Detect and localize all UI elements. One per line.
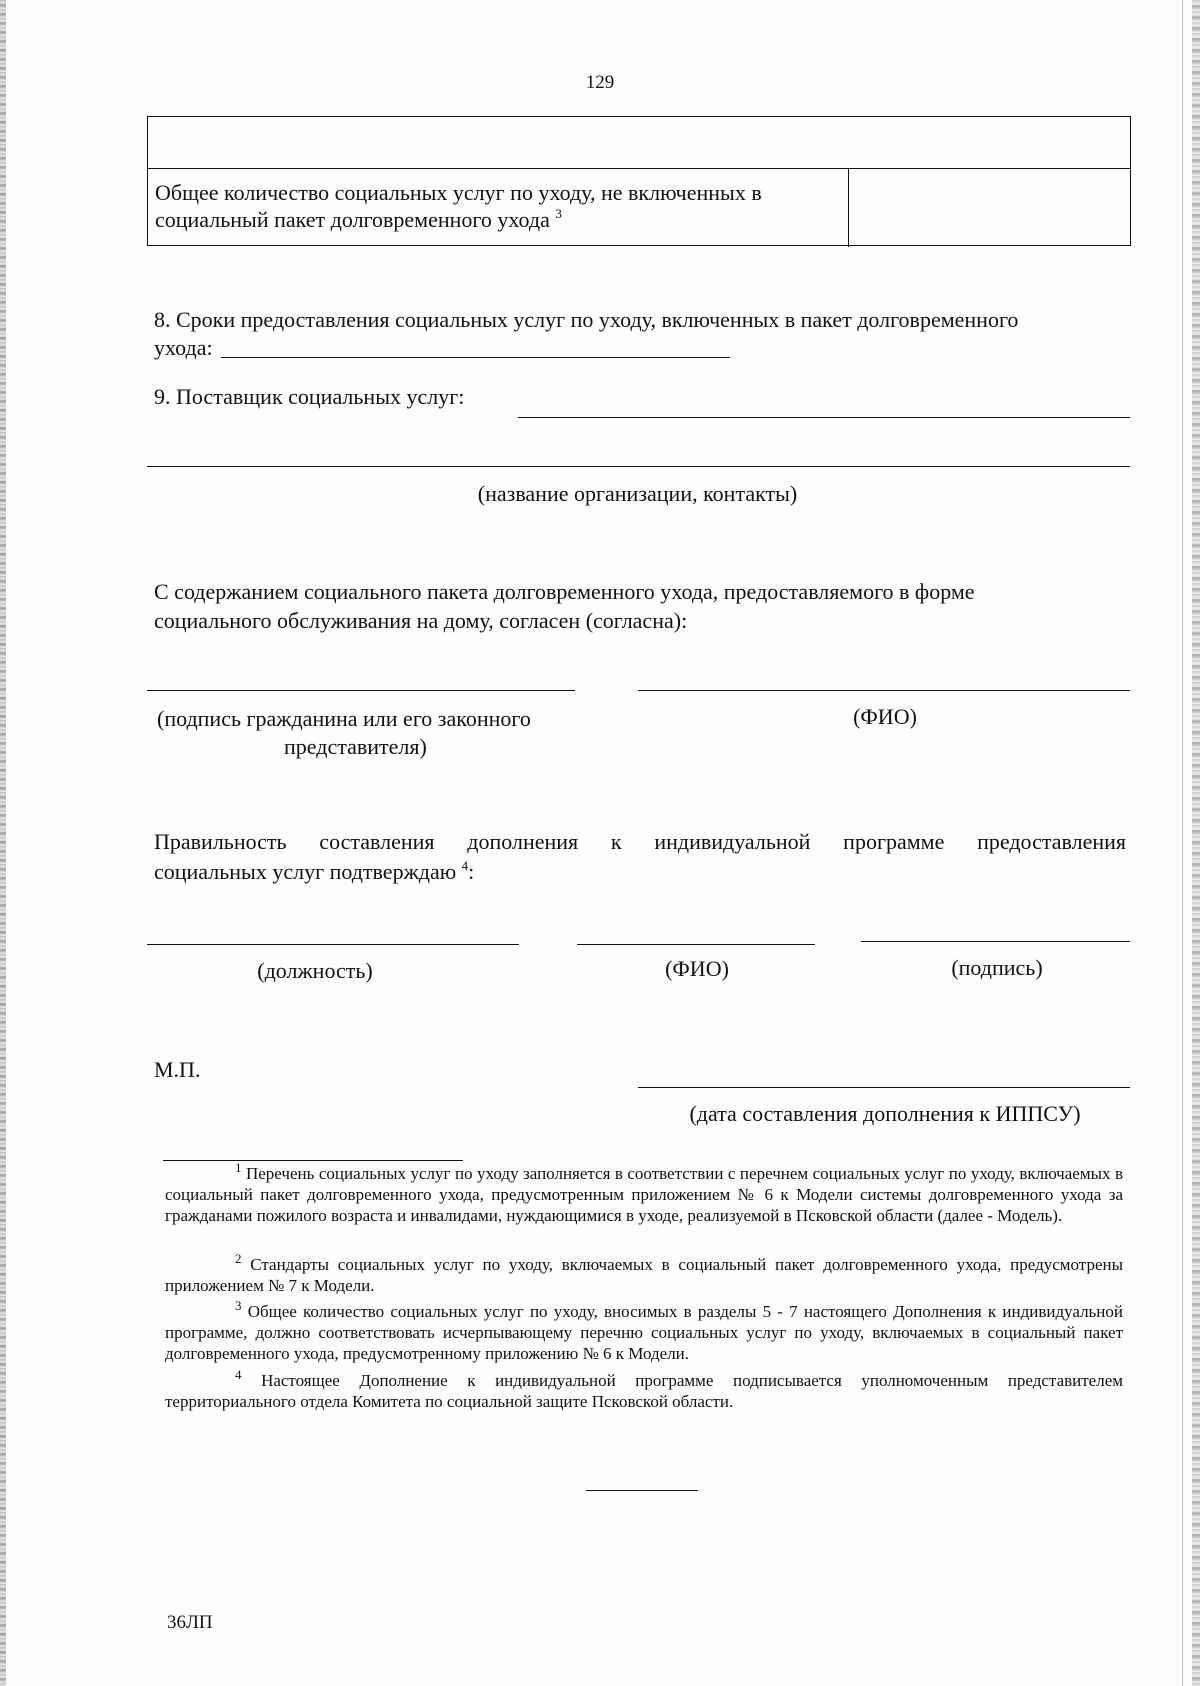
scan-edge-right	[1192, 0, 1200, 1686]
footnote-1-text: Перечень социальных услуг по уходу заполняется в соответствии с перечнем социальных услуг по уходу, включаемых в социальный пакет долговременного ухода, предусмотренным приложением № 6 к Модели системы долговременного ухода за гражданами пожилого возраста и инвалидами, нуждающимися в уходе, реализуемой в Псковской области (далее - Модель).	[165, 1164, 1124, 1225]
consent-line2: социального обслуживания на дому, согласен (согласна):	[154, 608, 688, 633]
table-column-divider	[848, 168, 849, 247]
confirm-caption-position: (должность)	[257, 958, 373, 983]
table-cell-total-text: Общее количество социальных услуг по уходу, не включенных в социальный пакет долговременного ухода	[155, 180, 762, 232]
item8-line1: 8. Сроки предоставления социальных услуг по уходу, включенных в пакет долговременного	[154, 307, 1019, 332]
confirm-line2	[154, 859, 474, 885]
footnote-2	[165, 1251, 1124, 1296]
confirm-fio-line[interactable]	[577, 944, 815, 945]
footnote-1-number: 1	[235, 1160, 242, 1175]
page-number: 129	[585, 72, 615, 93]
confirm-line1: Правильность составления дополнения к индивидуальной программе предоставления	[154, 829, 1126, 854]
consent-caption-signature-1: (подпись гражданина или его законного	[157, 706, 531, 731]
footnote-2-number: 2	[235, 1251, 242, 1266]
footnote-4-text: Настоящее Дополнение к индивидуальной программе подписывается уполномоченным представителем территориального отдела Комитета по социальной защите Псковской области.	[165, 1371, 1124, 1411]
date-line[interactable]	[638, 1087, 1130, 1088]
table-row-divider	[148, 168, 1130, 169]
services-table	[147, 116, 1131, 246]
item8-fill-line[interactable]	[221, 357, 730, 358]
consent-caption-signature-2: представителя)	[284, 734, 427, 759]
footnote-4	[165, 1367, 1124, 1412]
scan-edge-left	[0, 0, 6, 1686]
confirm-caption-fio: (ФИО)	[665, 956, 729, 981]
footnote-3-number: 3	[235, 1298, 242, 1313]
confirm-line2-colon: :	[468, 859, 475, 884]
confirm-line2-text: социальных услуг подтверждаю	[154, 859, 457, 884]
end-of-document-line	[586, 1490, 698, 1491]
item9-caption: (название организации, контакты)	[477, 481, 798, 506]
footnote-2-text: Стандарты социальных услуг по уходу, включаемых в социальный пакет долговременного ухода, предусмотрены приложением № 7 к Модели.	[165, 1255, 1124, 1295]
date-caption: (дата составления дополнения к ИППСУ)	[689, 1101, 1081, 1126]
consent-line1: С содержанием социального пакета долговременного ухода, предоставляемого в форме	[154, 579, 975, 604]
consent-caption-fio: (ФИО)	[853, 704, 917, 729]
footnote-4-number: 4	[235, 1367, 242, 1382]
table-cell-total-label	[155, 179, 835, 233]
item8-line2: ухода:	[154, 335, 213, 360]
footnote-1	[165, 1160, 1124, 1226]
consent-fio-line[interactable]	[638, 690, 1130, 691]
footnote-3	[165, 1298, 1123, 1364]
footer-code: 36ЛП	[167, 1612, 213, 1633]
footnote-separator	[163, 1160, 463, 1161]
confirm-caption-signature: (подпись)	[951, 955, 1043, 980]
confirm-position-line[interactable]	[147, 944, 519, 945]
item9-label: 9. Поставщик социальных услуг:	[154, 384, 465, 409]
footnote-ref-3: 3	[555, 206, 562, 221]
item9-fill-line-2[interactable]	[147, 466, 1130, 467]
item9-fill-line-1[interactable]	[518, 417, 1130, 418]
confirm-signature-line[interactable]	[861, 941, 1130, 942]
footnote-3-text: Общее количество социальных услуг по уходу, вносимых в разделы 5 - 7 настоящего Дополнения к индивидуальной программе, должно соответствовать исчерпывающему перечню социальных услуг по уходу, включаемых в социальный пакет долговременного ухода, предусмотренному приложению № 6 к Модели.	[165, 1302, 1123, 1363]
stamp-mp: М.П.	[154, 1057, 201, 1082]
footnote-ref-4: 4	[461, 858, 469, 873]
consent-signature-line[interactable]	[147, 690, 575, 691]
